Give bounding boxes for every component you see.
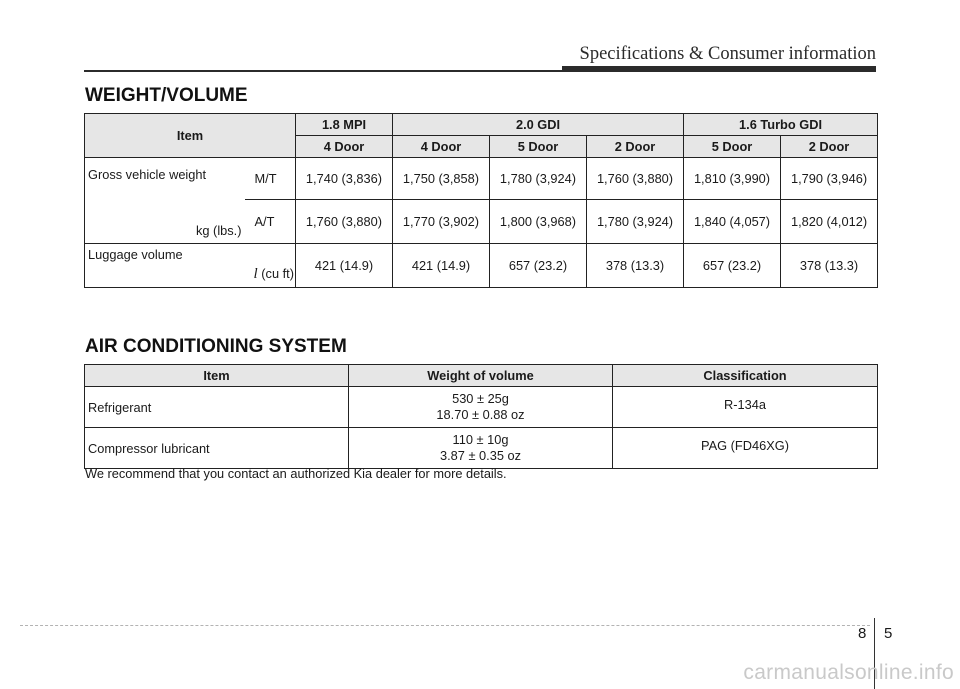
ac-classification: R-134a bbox=[613, 387, 878, 428]
ac-weight-cell bbox=[349, 387, 613, 428]
luggage-label: Luggage volume bbox=[88, 247, 183, 262]
weight-volume-table bbox=[84, 113, 878, 288]
engine-header: 1.8 MPI bbox=[296, 114, 393, 136]
luggage-cell bbox=[85, 244, 296, 288]
table-cell: 1,820 (4,012) bbox=[781, 200, 878, 244]
table-cell: 1,750 (3,858) bbox=[393, 158, 490, 200]
table-cell: 657 (23.2) bbox=[490, 244, 587, 288]
page-number: 5 bbox=[884, 625, 893, 642]
liter-symbol: l bbox=[253, 266, 258, 282]
door-header: 2 Door bbox=[587, 136, 684, 158]
table-row bbox=[85, 387, 878, 428]
table-cell: 1,780 (3,924) bbox=[587, 200, 684, 244]
ac-weight-imperial: 3.87 ± 0.35 oz bbox=[439, 448, 522, 463]
ac-header-weight: Weight of volume bbox=[349, 365, 613, 387]
ac-weight-metric: 110 ± 10g bbox=[452, 432, 509, 447]
table-cell: 1,760 (3,880) bbox=[587, 158, 684, 200]
table-cell: 1,780 (3,924) bbox=[490, 158, 587, 200]
ac-header-item: Item bbox=[85, 365, 349, 387]
ac-classification: PAG (FD46XG) bbox=[613, 428, 878, 469]
footer-divider bbox=[20, 625, 870, 626]
luggage-unit bbox=[254, 266, 294, 283]
item-header: Item bbox=[85, 114, 296, 158]
ac-weight-imperial: 18.70 ± 0.88 oz bbox=[436, 407, 525, 422]
door-header: 5 Door bbox=[490, 136, 587, 158]
engine-header: 2.0 GDI bbox=[393, 114, 684, 136]
ac-header-classification: Classification bbox=[613, 365, 878, 387]
header-rule bbox=[84, 70, 876, 72]
table-cell: 1,800 (3,968) bbox=[490, 200, 587, 244]
table-row bbox=[85, 158, 878, 200]
door-header: 4 Door bbox=[296, 136, 393, 158]
table-cell: 1,790 (3,946) bbox=[781, 158, 878, 200]
table-cell: 1,760 (3,880) bbox=[296, 200, 393, 244]
transmission-at-label: A/T bbox=[245, 200, 296, 244]
door-header: 4 Door bbox=[393, 136, 490, 158]
ac-weight-cell bbox=[349, 428, 613, 469]
table-cell: 378 (13.3) bbox=[781, 244, 878, 288]
table-cell: 1,840 (4,057) bbox=[684, 200, 781, 244]
air-conditioning-table bbox=[84, 364, 878, 469]
watermark-text: carmanualsonline.info bbox=[743, 661, 954, 684]
luggage-unit-text: (cu ft) bbox=[261, 266, 294, 281]
table-cell: 1,740 (3,836) bbox=[296, 158, 393, 200]
air-conditioning-title: AIR CONDITIONING SYSTEM bbox=[85, 336, 347, 357]
chapter-number: 8 bbox=[858, 625, 867, 642]
transmission-mt-label: M/T bbox=[245, 158, 296, 200]
door-header: 2 Door bbox=[781, 136, 878, 158]
table-cell: 421 (14.9) bbox=[393, 244, 490, 288]
weight-volume-title: WEIGHT/VOLUME bbox=[85, 85, 248, 106]
ac-item: Compressor lubricant bbox=[85, 428, 349, 469]
dealer-note: We recommend that you contact an authorized Kia dealer for more details. bbox=[85, 466, 507, 481]
table-cell: 378 (13.3) bbox=[587, 244, 684, 288]
ac-item: Refrigerant bbox=[85, 387, 349, 428]
section-header-title: Specifications & Consumer information bbox=[579, 44, 876, 64]
gross-weight-label: Gross vehicle weight bbox=[88, 167, 207, 182]
table-row bbox=[85, 244, 878, 288]
table-row bbox=[85, 428, 878, 469]
engine-header: 1.6 Turbo GDI bbox=[684, 114, 878, 136]
table-cell: 657 (23.2) bbox=[684, 244, 781, 288]
door-header: 5 Door bbox=[684, 136, 781, 158]
gross-weight-cell bbox=[85, 158, 245, 244]
table-cell: 1,810 (3,990) bbox=[684, 158, 781, 200]
gross-weight-unit: kg (lbs.) bbox=[195, 223, 242, 238]
table-cell: 421 (14.9) bbox=[296, 244, 393, 288]
table-cell: 1,770 (3,902) bbox=[393, 200, 490, 244]
ac-weight-metric: 530 ± 25g bbox=[452, 391, 509, 406]
